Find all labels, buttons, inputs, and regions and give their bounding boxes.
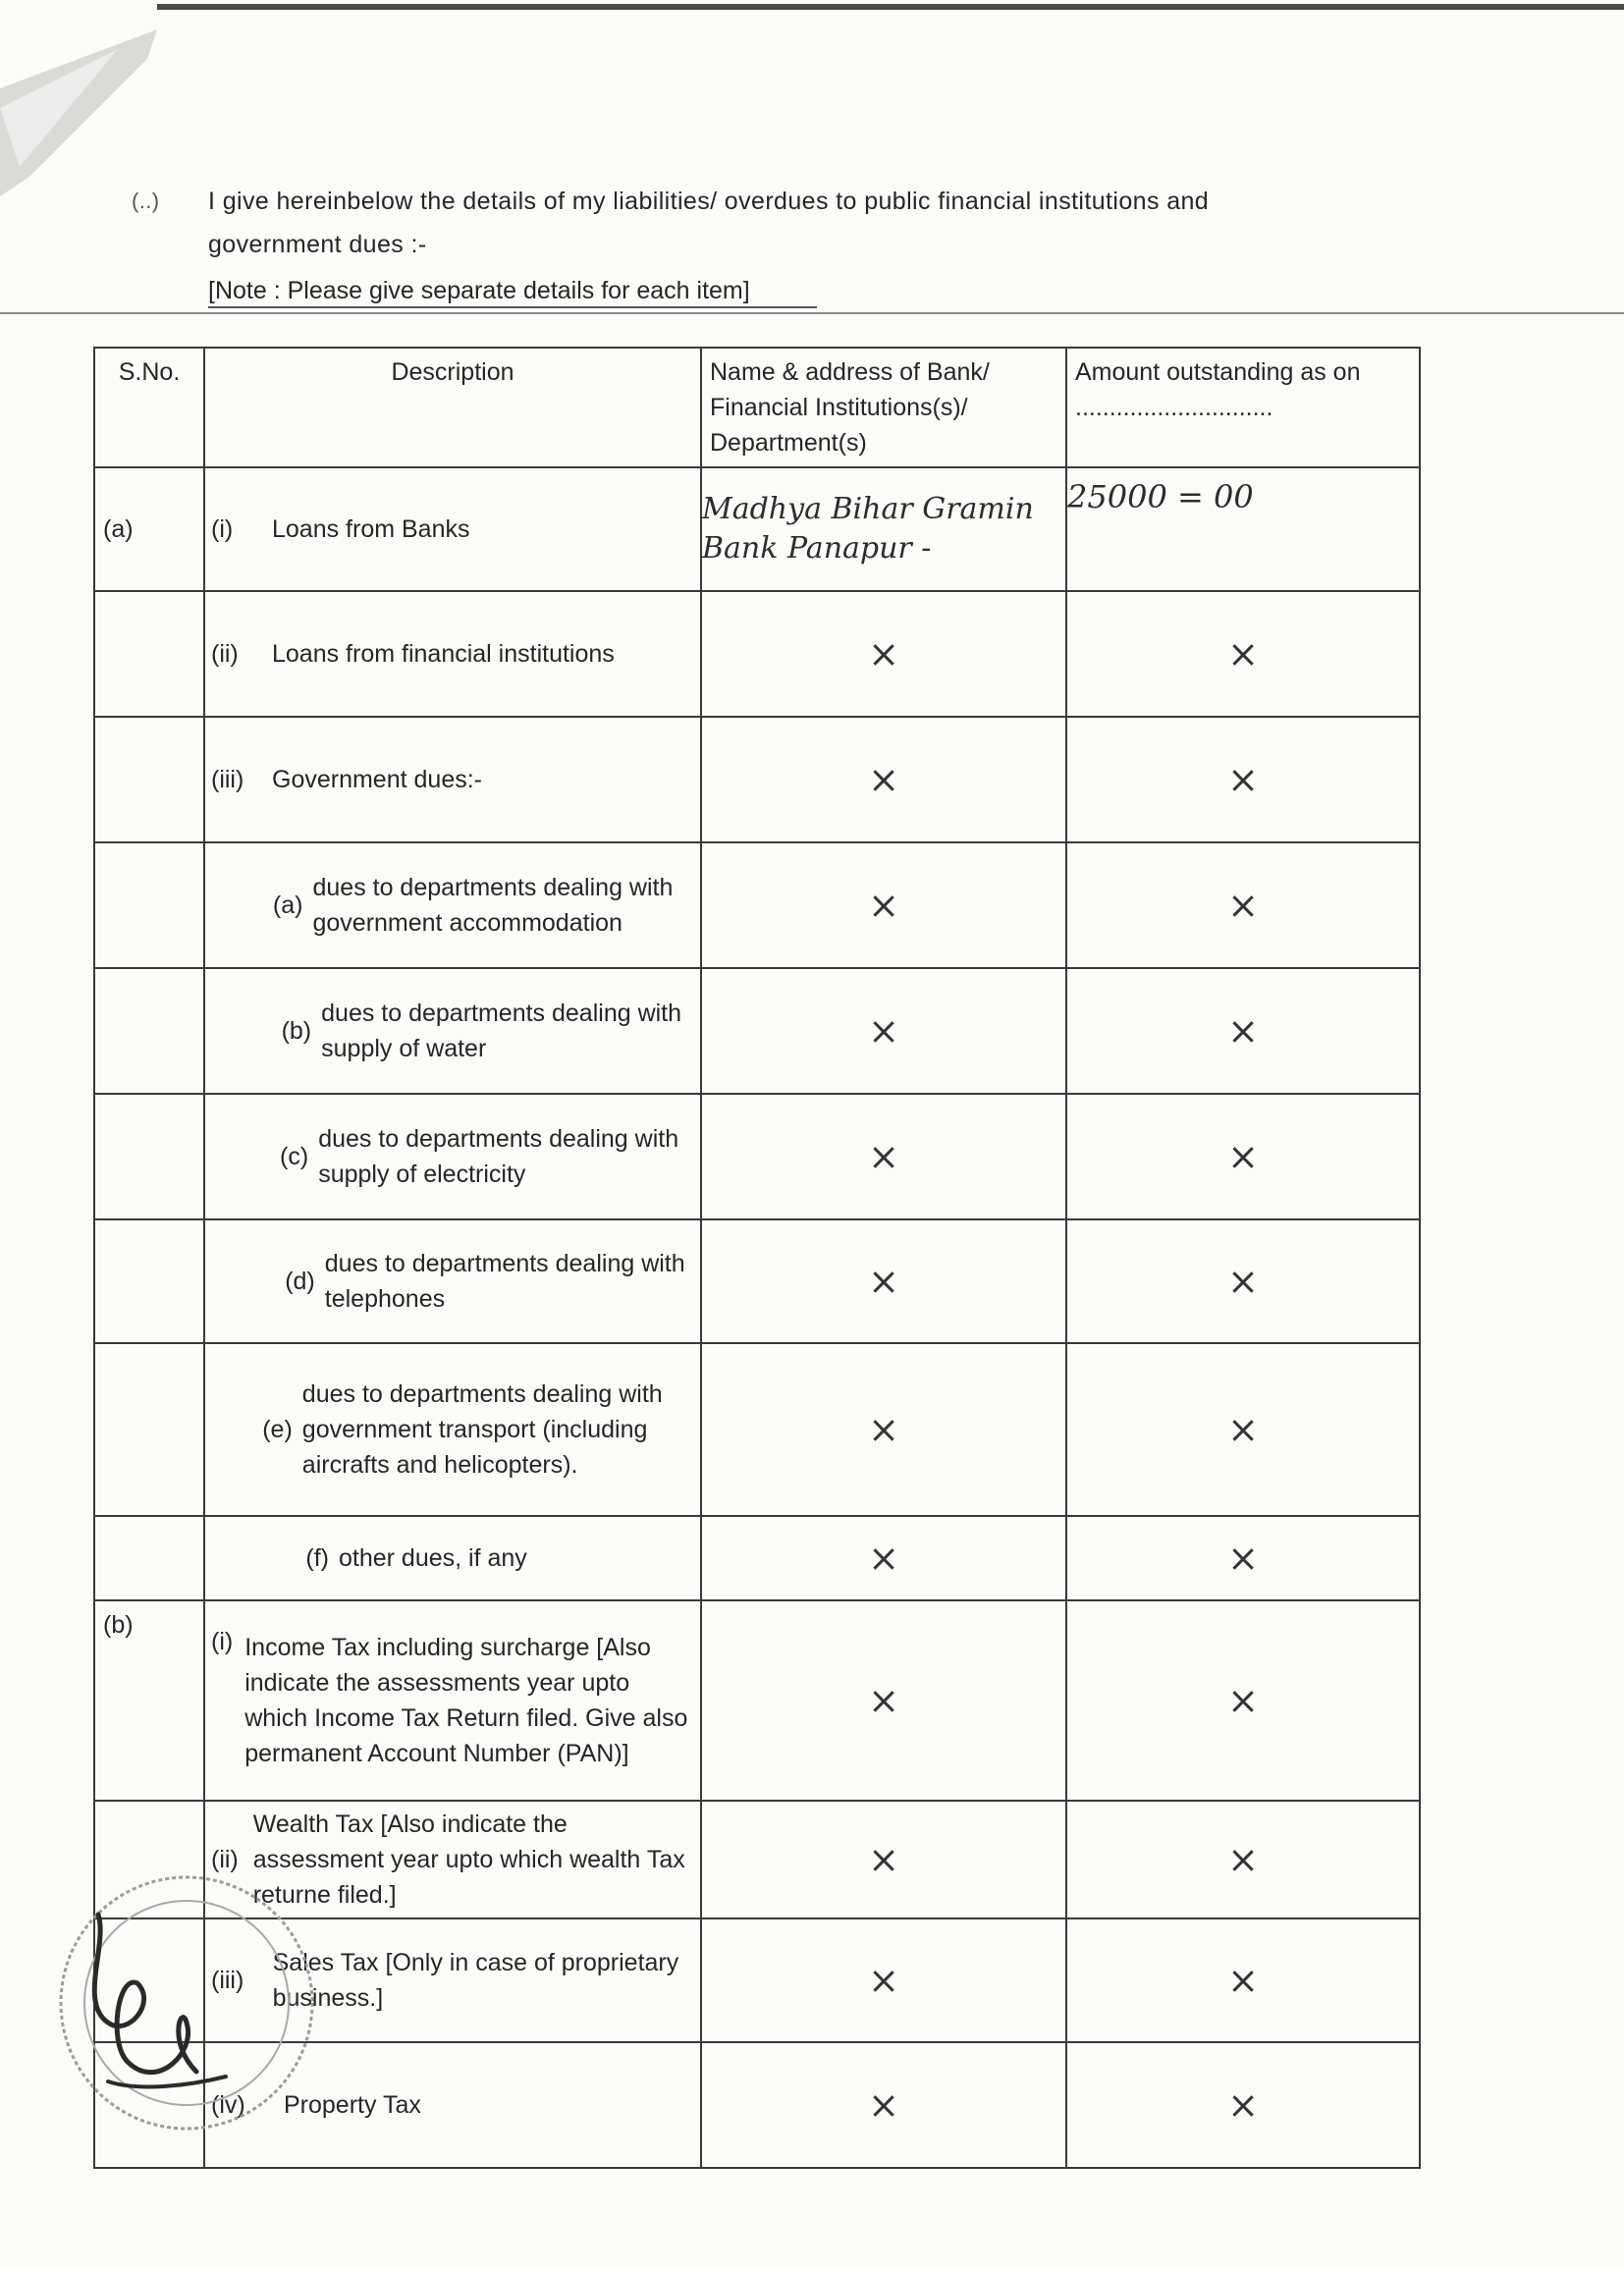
cell-sno — [94, 591, 204, 717]
table-row — [94, 1219, 1420, 1343]
cell-description: (i) Income Tax including surcharge [Also indicate the assessments year upto which Income Tax Return filed. Give also permanent Account Number (PAN)] — [204, 1600, 701, 1801]
cell-description: (d) dues to departments dealing with telephones — [204, 1219, 701, 1343]
cell-sno — [94, 842, 204, 968]
cross-mark: × — [701, 2042, 1066, 2168]
table-row — [94, 1094, 1420, 1219]
cross-mark: × — [701, 717, 1066, 842]
cell-description: (c) dues to departments dealing with supply of electricity — [204, 1094, 701, 1219]
cell-description: (iv) Property Tax — [204, 2042, 701, 2168]
cross-mark: × — [1066, 842, 1420, 968]
cross-mark: × — [701, 1516, 1066, 1600]
cell-sno — [94, 968, 204, 1094]
table-row — [94, 467, 1420, 591]
cross-mark: × — [701, 1094, 1066, 1219]
official-stamp-signature — [39, 1856, 334, 2150]
cell-sno — [94, 1516, 204, 1600]
cross-mark: × — [701, 842, 1066, 968]
cross-mark: × — [1066, 1600, 1420, 1801]
cross-mark: × — [1066, 2042, 1420, 2168]
cell-description: (ii) Wealth Tax [Also indicate the assessment year upto which wealth Tax returne filed.] — [204, 1801, 701, 1918]
cross-mark: × — [1066, 1094, 1420, 1219]
header-amount: Amount outstanding as on ............................. — [1066, 348, 1420, 467]
cell-description: (iii) Sales Tax [Only in case of proprietary business.] — [204, 1918, 701, 2042]
table-row — [94, 1516, 1420, 1600]
intro-paragraph — [132, 180, 1485, 266]
cell-sno — [94, 1219, 204, 1343]
cell-description: (iii) Government dues:- — [204, 717, 701, 842]
note-underline — [208, 306, 817, 308]
cell-amount-handwritten: 25000 = 00 — [1066, 467, 1420, 591]
cell-description: (ii) Loans from financial institutions — [204, 591, 701, 717]
header-description: Description — [204, 348, 701, 467]
table-row — [94, 1600, 1420, 1801]
cross-mark: × — [1066, 968, 1420, 1094]
scan-top-edge — [157, 4, 1624, 10]
cross-mark: × — [1066, 1918, 1420, 2042]
cell-description: (a) dues to departments dealing with government accommodation — [204, 842, 701, 968]
cross-mark: × — [701, 968, 1066, 1094]
cell-description: (e) dues to departments dealing with government transport (including aircrafts and helicopters). — [204, 1343, 701, 1516]
cell-description: (i) Loans from Banks — [204, 467, 701, 591]
cross-mark: × — [1066, 1219, 1420, 1343]
header-sno: S.No. — [94, 348, 204, 467]
cell-description: (b) dues to departments dealing with supply of water — [204, 968, 701, 1094]
cross-mark: × — [701, 1219, 1066, 1343]
cell-bank-handwritten: Madhya Bihar Gramin Bank Panapur - — [701, 467, 1066, 591]
cross-mark: × — [701, 1343, 1066, 1516]
cell-description: (f) other dues, if any — [204, 1516, 701, 1600]
intro-line-2: government dues :- — [208, 231, 427, 258]
cell-sno — [94, 1094, 204, 1219]
table-row — [94, 842, 1420, 968]
cross-mark: × — [1066, 1801, 1420, 1918]
cross-mark: × — [701, 1801, 1066, 1918]
cross-mark: × — [701, 1600, 1066, 1801]
cell-sno — [94, 717, 204, 842]
horizontal-rule — [0, 312, 1624, 314]
table-row — [94, 1343, 1420, 1516]
cross-mark: × — [1066, 1343, 1420, 1516]
cell-sno — [94, 1343, 204, 1516]
table-row — [94, 968, 1420, 1094]
cell-sno: (b) — [94, 1600, 204, 1801]
table-row — [94, 591, 1420, 717]
cell-sno: (a) — [94, 467, 204, 591]
header-bank: Name & address of Bank/ Financial Institutions(s)/ Department(s) — [701, 348, 1066, 467]
table-header-row — [94, 348, 1420, 467]
note-text: [Note : Please give separate details for each item] — [208, 277, 750, 304]
cross-mark: × — [1066, 1516, 1420, 1600]
intro-line-1: I give hereinbelow the details of my liabilities/ overdues to public financial institutions and — [208, 188, 1210, 215]
item-number: (..) — [132, 189, 160, 213]
cross-mark: × — [1066, 591, 1420, 717]
cross-mark: × — [701, 591, 1066, 717]
cross-mark: × — [1066, 717, 1420, 842]
cross-mark: × — [701, 1918, 1066, 2042]
table-row — [94, 717, 1420, 842]
